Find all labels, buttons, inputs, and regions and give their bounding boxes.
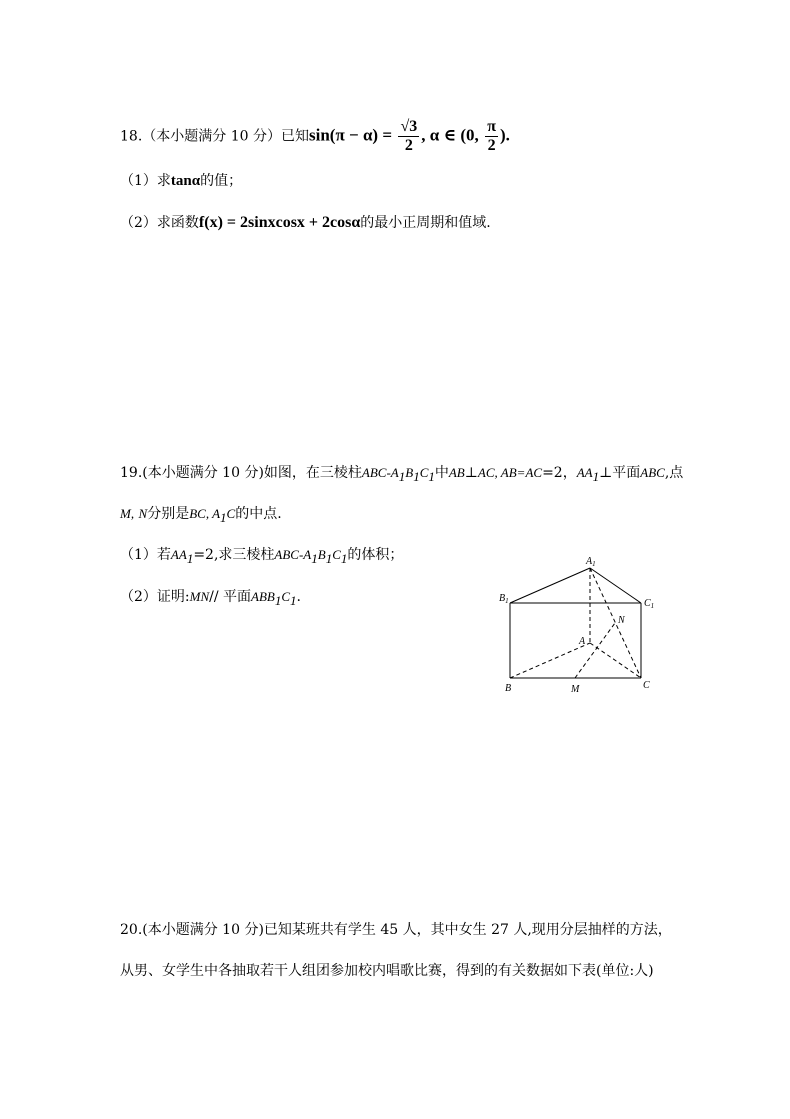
edge-A1C1 — [590, 568, 641, 603]
prism-figure — [495, 548, 665, 698]
q19-part1: （1）若$AA_1=2$,求三棱柱ABC-$A_1B_1C_1$的体积； — [120, 547, 404, 566]
q20-line2: 从男、女学生中各抽取若干人组团参加校内唱歌比赛，得到的有关数据如下表(单位:人) — [120, 963, 654, 979]
label-B: B — [505, 683, 512, 694]
q18-function-f: f(x) = 2sinxcosx + 2cosα — [198, 214, 361, 231]
label-M: M — [571, 684, 580, 695]
q19-stem-line1: 19.(本小题满分 10 分)如图，在三棱柱ABC-$A_1B_1C_1$中AB⊥AC, AB=AC=2，$AA_1\perp$平面ABC,点 — [120, 465, 684, 484]
label-A: A — [579, 636, 586, 647]
edge-AC — [590, 643, 641, 678]
q19-part2: （2）证明:MN// 平面$ABB_1C_1$. — [120, 589, 301, 608]
q18-fraction-sqrt3-over-2: $\frac{√3}{2}$ — [400, 118, 418, 154]
q18-stem: 18.（本小题满分 10 分）已知sin(π − α) = $\frac{√3}{2}$ , α ∈ (0, $\frac{\pi}{2}$ ). — [120, 118, 510, 154]
q18-tan-alpha: tanα — [170, 173, 201, 189]
q20-line1: 20.(本小题满分 10 分)已知某班共有学生 45 人，其中女生 27 人,现用分层抽样的方法， — [120, 922, 672, 938]
q18-alpha-domain: , α ∈ (0, — [421, 125, 479, 145]
q18-sin-expression: sin(π − α) = — [308, 125, 393, 145]
q19-stem-line2: M, N分别是BC, $A_1C$的中点. — [120, 506, 282, 525]
edge-AB — [510, 643, 590, 678]
q18-part2: （2）求函数f(x) = 2sinxcosx + 2cosα的最小正周期和值域. — [120, 214, 491, 231]
q18-lead: 18.（本小题满分 10 分）已知 — [120, 128, 309, 145]
q18-fraction-pi-over-2: $\frac{\pi}{2}$ — [487, 118, 496, 154]
label-N: N — [618, 615, 625, 626]
label-B1: $B_1$ — [499, 593, 509, 605]
q18-part1: （1）求tanα的值； — [120, 173, 243, 189]
label-A1: $A_1$ — [586, 556, 596, 568]
label-C: C — [643, 680, 650, 691]
edge-B1A1 — [510, 568, 590, 603]
label-C1: $C_1$ — [644, 598, 655, 610]
segment-MN — [575, 623, 615, 678]
edge-A1C — [590, 568, 641, 678]
